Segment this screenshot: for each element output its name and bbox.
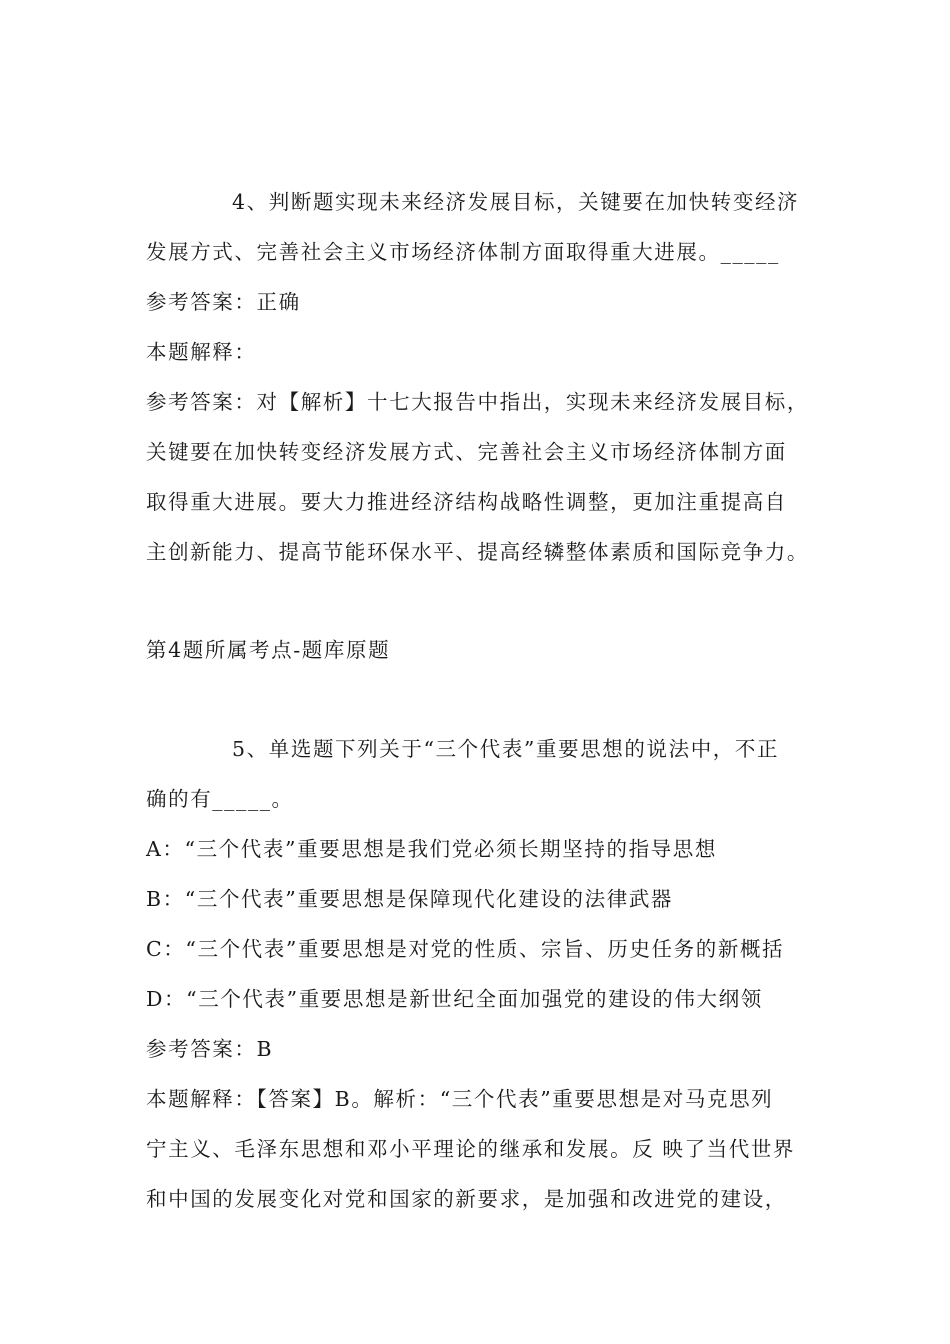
q5-answer: 参考答案：B xyxy=(146,1037,274,1061)
q4-explanation-line-4: 主创新能力、提高节能环保水平、提高经辚整体素质和国际竞争力。 xyxy=(146,540,809,564)
q5-option-d: D：“三个代表”重要思想是新世纪全面加强党的建设的伟大纲领 xyxy=(146,987,763,1011)
q5-option-a: A：“三个代表”重要思想是我们党必须长期坚持的指导思想 xyxy=(146,837,717,861)
q4-explanation-line-1: 参考答案：对【解析】十七大报告中指出，实现未来经济发展目标， xyxy=(146,390,809,414)
q4-explanation-line-3: 取得重大进展。要大力推进经济结构战略性调整，更加注重提高自 xyxy=(146,490,787,514)
q5-explanation-line-1: 本题解释：【答案】B。解析：“三个代表”重要思想是对马克思列 xyxy=(146,1087,774,1111)
q4-topic: 第4题所属考点-题库原题 xyxy=(146,638,391,662)
q5-option-b: B：“三个代表”重要思想是保障现代化建设的法律武器 xyxy=(146,887,674,911)
q5-option-c: C：“三个代表”重要思想是对党的性质、宗旨、历史任务的新概括 xyxy=(146,937,785,961)
q5-question-line-1: 5、单选题下列关于“三个代表”重要思想的说法中，不正 xyxy=(232,737,780,761)
q4-explanation-line-2: 关键要在加快转变经济发展方式、完善社会主义市场经济体制方面 xyxy=(146,440,787,464)
q5-explanation-line-2: 宁主义、毛泽东思想和邓小平理论的继承和发展。反 映了当代世界 xyxy=(146,1137,796,1161)
q5-question-line-2: 确的有_____。 xyxy=(146,787,294,811)
q4-question-line-1: 4、判断题实现未来经济发展目标，关键要在加快转变经济 xyxy=(232,190,800,214)
q4-answer: 参考答案：正确 xyxy=(146,290,301,314)
q5-explanation-line-3: 和中国的发展变化对党和国家的新要求，是加强和改进党的建设， xyxy=(146,1187,787,1211)
q4-question-line-2: 发展方式、完善社会主义市场经济体制方面取得重大进展。_____ xyxy=(146,240,780,264)
q4-explanation-label: 本题解释： xyxy=(146,340,257,364)
